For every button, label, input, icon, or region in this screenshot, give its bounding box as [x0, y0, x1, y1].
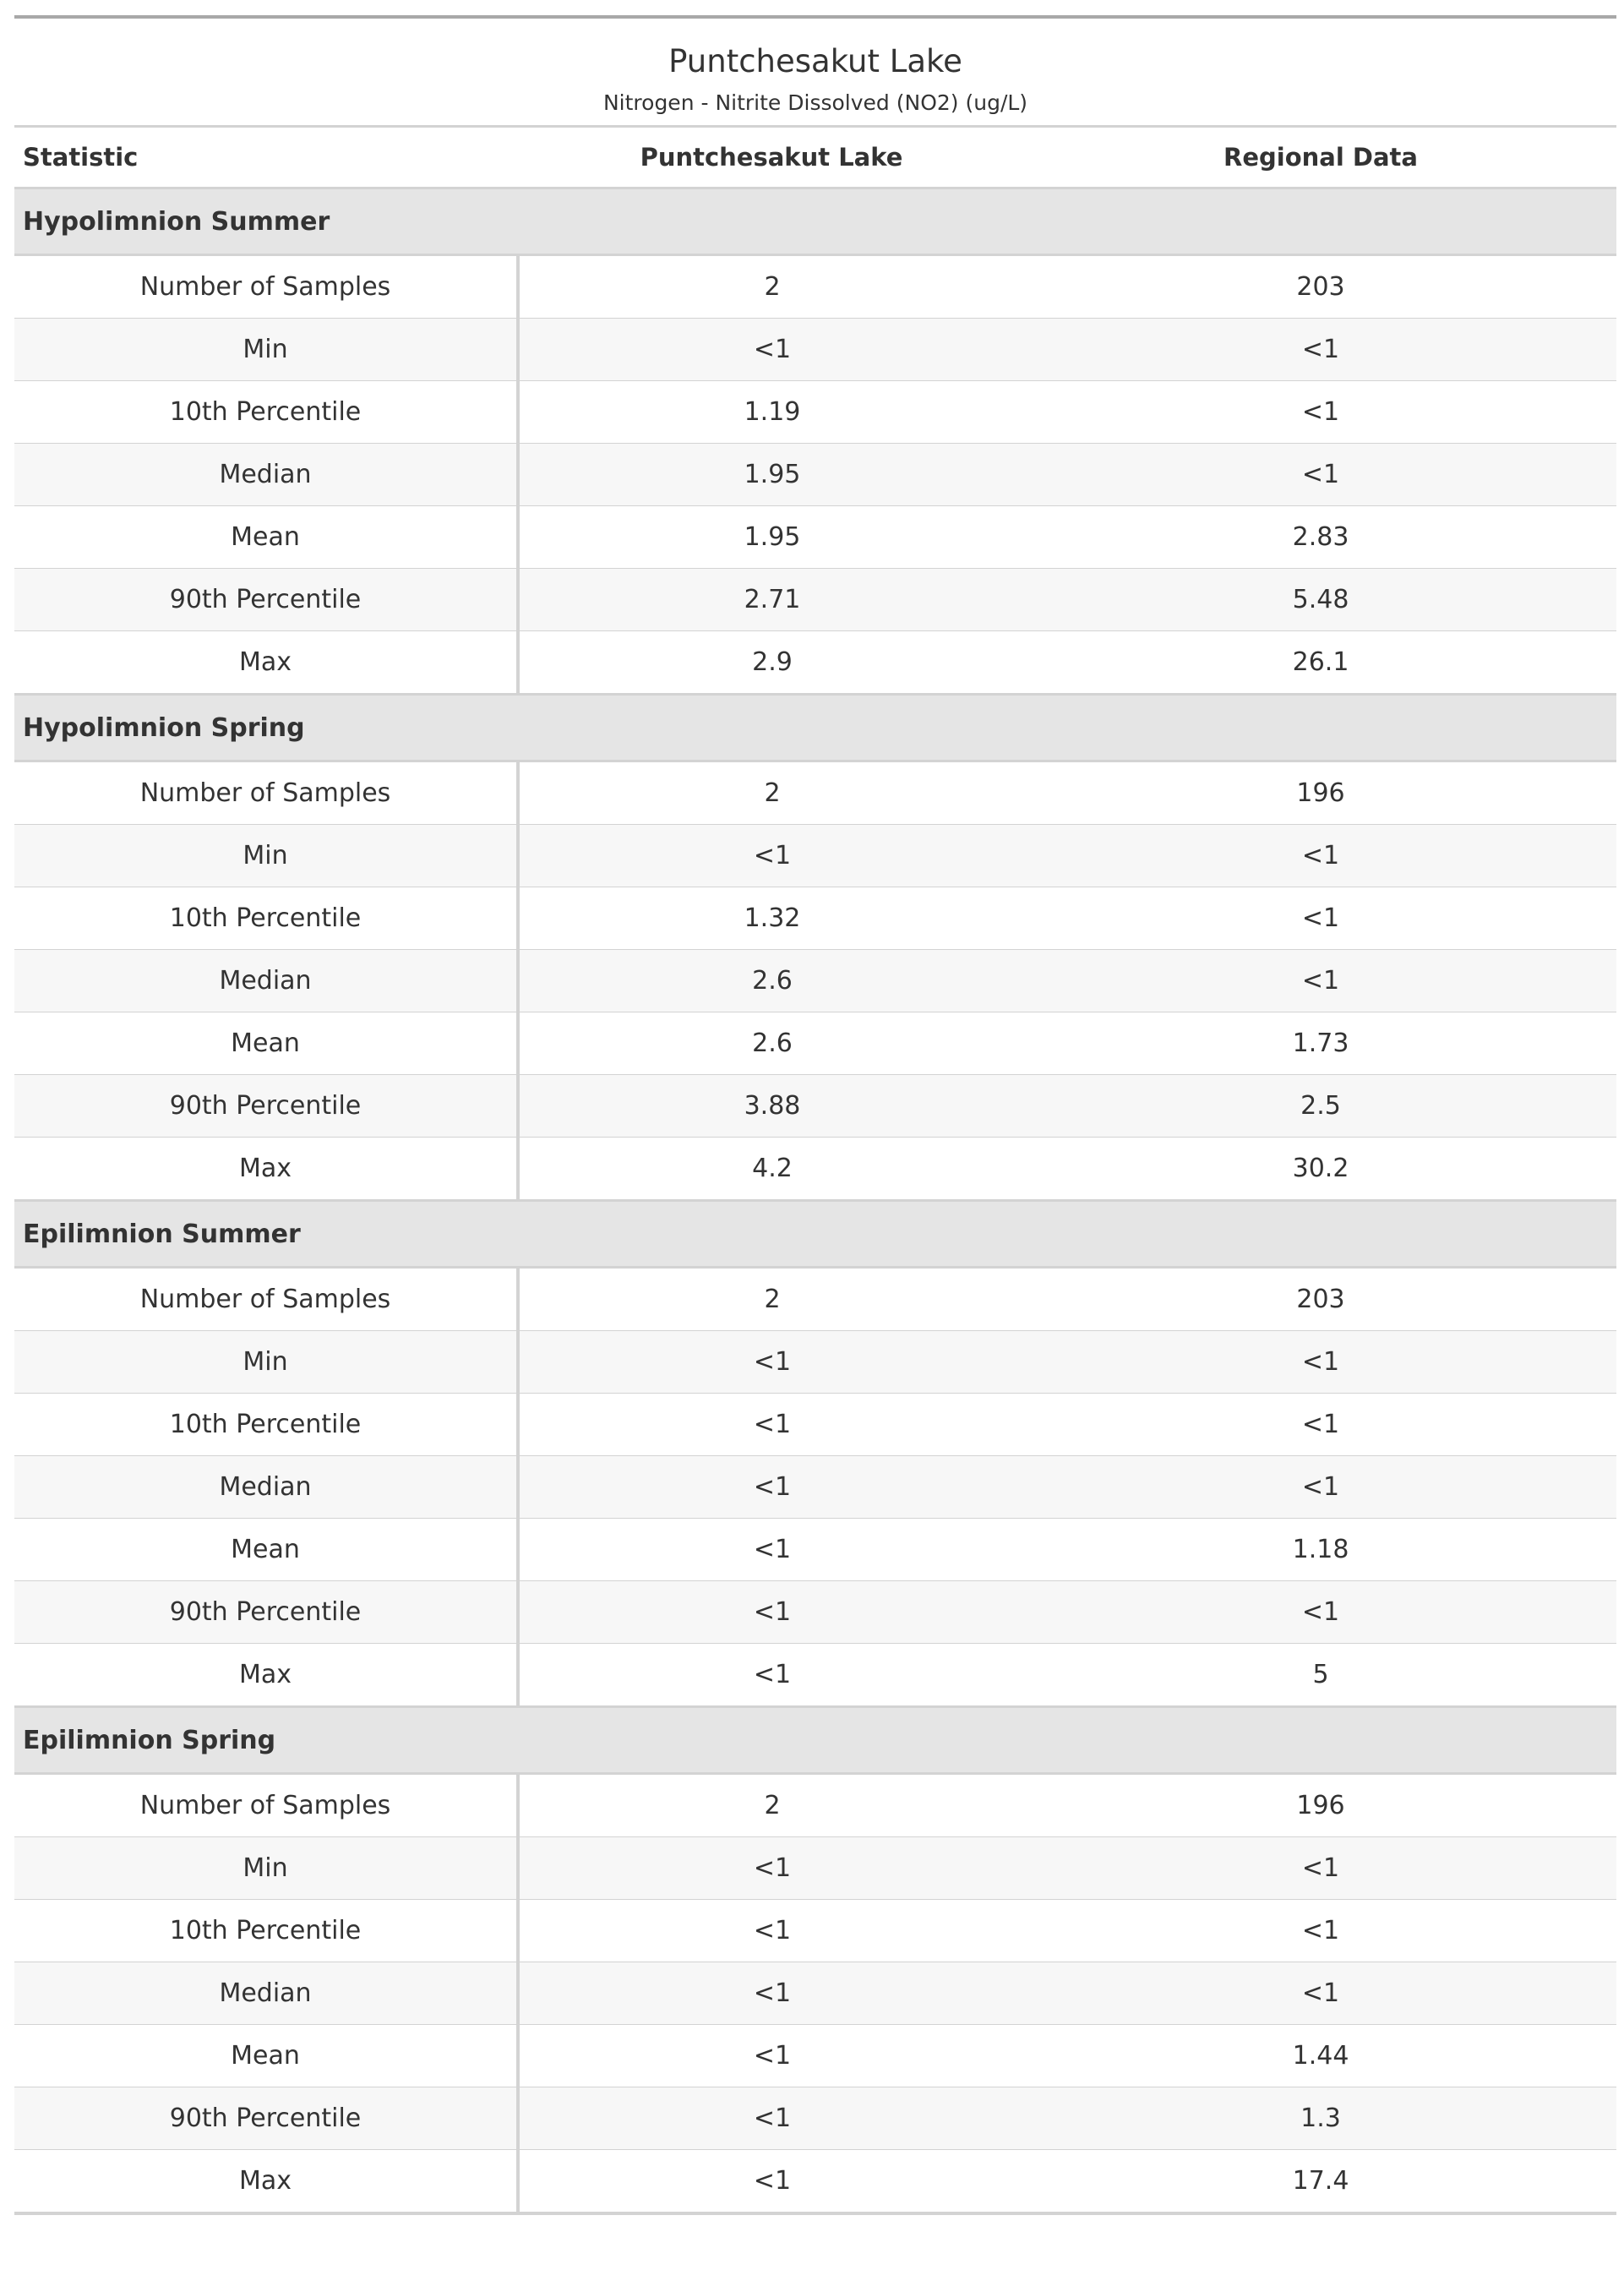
- table-row: [14, 255, 1616, 319]
- statistic-cell: Mean: [14, 1012, 518, 1075]
- group-row: [14, 695, 1616, 761]
- table-row: [14, 825, 1616, 887]
- regional-value-cell: 2.5: [1025, 1075, 1616, 1138]
- table-row: [14, 887, 1616, 950]
- table-row: [14, 631, 1616, 695]
- lake-value-cell: 2.71: [518, 569, 1025, 631]
- regional-value-cell: <1: [1025, 319, 1616, 381]
- regional-value-cell: <1: [1025, 1962, 1616, 2025]
- lake-value-cell: <1: [518, 1394, 1025, 1456]
- statistic-cell: 90th Percentile: [14, 1075, 518, 1138]
- lake-value-cell: 1.95: [518, 444, 1025, 506]
- statistic-cell: 10th Percentile: [14, 1394, 518, 1456]
- statistic-cell: Median: [14, 444, 518, 506]
- lake-value-cell: <1: [518, 1456, 1025, 1519]
- lake-value-cell: 2.6: [518, 1012, 1025, 1075]
- lake-value-cell: 2.6: [518, 950, 1025, 1012]
- regional-value-cell: <1: [1025, 1394, 1616, 1456]
- column-header-lake: Puntchesakut Lake: [518, 127, 1025, 188]
- table-row: [14, 2087, 1616, 2150]
- lake-value-cell: 2: [518, 761, 1025, 825]
- table-row: [14, 1644, 1616, 1707]
- lake-value-cell: <1: [518, 1837, 1025, 1900]
- statistic-cell: Mean: [14, 1519, 518, 1581]
- regional-value-cell: 5.48: [1025, 569, 1616, 631]
- table-row: [14, 1331, 1616, 1394]
- lake-value-cell: 1.19: [518, 381, 1025, 444]
- table-row: [14, 1962, 1616, 2025]
- statistic-cell: Median: [14, 1962, 518, 2025]
- lake-value-cell: 4.2: [518, 1138, 1025, 1201]
- statistic-cell: Mean: [14, 2025, 518, 2087]
- table-row: [14, 569, 1616, 631]
- table-subtitle: Nitrogen - Nitrite Dissolved (NO2) (ug/L): [14, 79, 1616, 127]
- table-row: [14, 2150, 1616, 2214]
- group-row: [14, 188, 1616, 255]
- statistic-cell: 10th Percentile: [14, 1900, 518, 1962]
- table-row: [14, 950, 1616, 1012]
- lake-value-cell: 1.32: [518, 887, 1025, 950]
- lake-value-cell: <1: [518, 1581, 1025, 1644]
- subtitle-row: [14, 79, 1616, 127]
- column-header-regional: Regional Data: [1025, 127, 1616, 188]
- group-row: [14, 1201, 1616, 1268]
- statistic-cell: 10th Percentile: [14, 887, 518, 950]
- statistic-cell: Mean: [14, 506, 518, 569]
- column-header-statistic: Statistic: [14, 127, 518, 188]
- lake-value-cell: 2.9: [518, 631, 1025, 695]
- regional-value-cell: <1: [1025, 1456, 1616, 1519]
- statistic-cell: Min: [14, 1837, 518, 1900]
- statistic-cell: Median: [14, 1456, 518, 1519]
- statistic-cell: 90th Percentile: [14, 1581, 518, 1644]
- regional-value-cell: 196: [1025, 1774, 1616, 1837]
- group-label: Hypolimnion Spring: [14, 695, 1616, 761]
- lake-value-cell: <1: [518, 2087, 1025, 2150]
- statistic-cell: Number of Samples: [14, 761, 518, 825]
- statistic-cell: Max: [14, 2150, 518, 2214]
- table-row: [14, 1138, 1616, 1201]
- regional-value-cell: 5: [1025, 1644, 1616, 1707]
- table-body: [14, 188, 1616, 2214]
- table-row: [14, 1774, 1616, 1837]
- stats-table-container: [14, 15, 1616, 2215]
- regional-value-cell: 17.4: [1025, 2150, 1616, 2214]
- lake-value-cell: <1: [518, 1900, 1025, 1962]
- title-row: [14, 17, 1616, 79]
- regional-value-cell: 1.3: [1025, 2087, 1616, 2150]
- statistic-cell: Max: [14, 1138, 518, 1201]
- table-row: [14, 1837, 1616, 1900]
- lake-value-cell: <1: [518, 2150, 1025, 2214]
- statistic-cell: Min: [14, 825, 518, 887]
- lake-value-cell: 2: [518, 255, 1025, 319]
- table-row: [14, 1012, 1616, 1075]
- regional-value-cell: 26.1: [1025, 631, 1616, 695]
- regional-value-cell: <1: [1025, 887, 1616, 950]
- lake-value-cell: 2: [518, 1268, 1025, 1331]
- regional-value-cell: 1.73: [1025, 1012, 1616, 1075]
- table-row: [14, 381, 1616, 444]
- table-row: [14, 444, 1616, 506]
- table-row: [14, 1456, 1616, 1519]
- table-row: [14, 1581, 1616, 1644]
- regional-value-cell: <1: [1025, 1900, 1616, 1962]
- regional-value-cell: <1: [1025, 1331, 1616, 1394]
- lake-value-cell: <1: [518, 825, 1025, 887]
- group-label: Epilimnion Spring: [14, 1707, 1616, 1774]
- group-row: [14, 1707, 1616, 1774]
- regional-value-cell: 203: [1025, 1268, 1616, 1331]
- statistic-cell: Max: [14, 1644, 518, 1707]
- table-row: [14, 761, 1616, 825]
- regional-value-cell: 203: [1025, 255, 1616, 319]
- regional-value-cell: 2.83: [1025, 506, 1616, 569]
- regional-value-cell: 30.2: [1025, 1138, 1616, 1201]
- group-label: Hypolimnion Summer: [14, 188, 1616, 255]
- regional-value-cell: <1: [1025, 444, 1616, 506]
- statistic-cell: Number of Samples: [14, 1268, 518, 1331]
- lake-value-cell: <1: [518, 2025, 1025, 2087]
- lake-value-cell: <1: [518, 1519, 1025, 1581]
- lake-value-cell: 3.88: [518, 1075, 1025, 1138]
- table-row: [14, 1075, 1616, 1138]
- statistic-cell: Number of Samples: [14, 1774, 518, 1837]
- lake-value-cell: 2: [518, 1774, 1025, 1837]
- lake-value-cell: <1: [518, 1331, 1025, 1394]
- lake-value-cell: 1.95: [518, 506, 1025, 569]
- statistic-cell: Number of Samples: [14, 255, 518, 319]
- lake-value-cell: <1: [518, 319, 1025, 381]
- statistic-cell: Min: [14, 319, 518, 381]
- table-row: [14, 506, 1616, 569]
- table-row: [14, 1900, 1616, 1962]
- column-header-row: [14, 127, 1616, 188]
- regional-value-cell: <1: [1025, 1581, 1616, 1644]
- statistic-cell: Max: [14, 631, 518, 695]
- regional-value-cell: <1: [1025, 950, 1616, 1012]
- statistic-cell: 90th Percentile: [14, 569, 518, 631]
- table-header: [14, 17, 1616, 188]
- table-row: [14, 1394, 1616, 1456]
- regional-value-cell: 1.18: [1025, 1519, 1616, 1581]
- lake-value-cell: <1: [518, 1644, 1025, 1707]
- regional-value-cell: <1: [1025, 825, 1616, 887]
- statistic-cell: 10th Percentile: [14, 381, 518, 444]
- stats-table: [14, 15, 1616, 2215]
- regional-value-cell: <1: [1025, 381, 1616, 444]
- statistic-cell: 90th Percentile: [14, 2087, 518, 2150]
- lake-value-cell: <1: [518, 1962, 1025, 2025]
- regional-value-cell: 1.44: [1025, 2025, 1616, 2087]
- table-row: [14, 1268, 1616, 1331]
- group-label: Epilimnion Summer: [14, 1201, 1616, 1268]
- regional-value-cell: <1: [1025, 1837, 1616, 1900]
- table-title: Puntchesakut Lake: [14, 17, 1616, 79]
- table-row: [14, 1519, 1616, 1581]
- statistic-cell: Min: [14, 1331, 518, 1394]
- table-row: [14, 319, 1616, 381]
- regional-value-cell: 196: [1025, 761, 1616, 825]
- statistic-cell: Median: [14, 950, 518, 1012]
- table-row: [14, 2025, 1616, 2087]
